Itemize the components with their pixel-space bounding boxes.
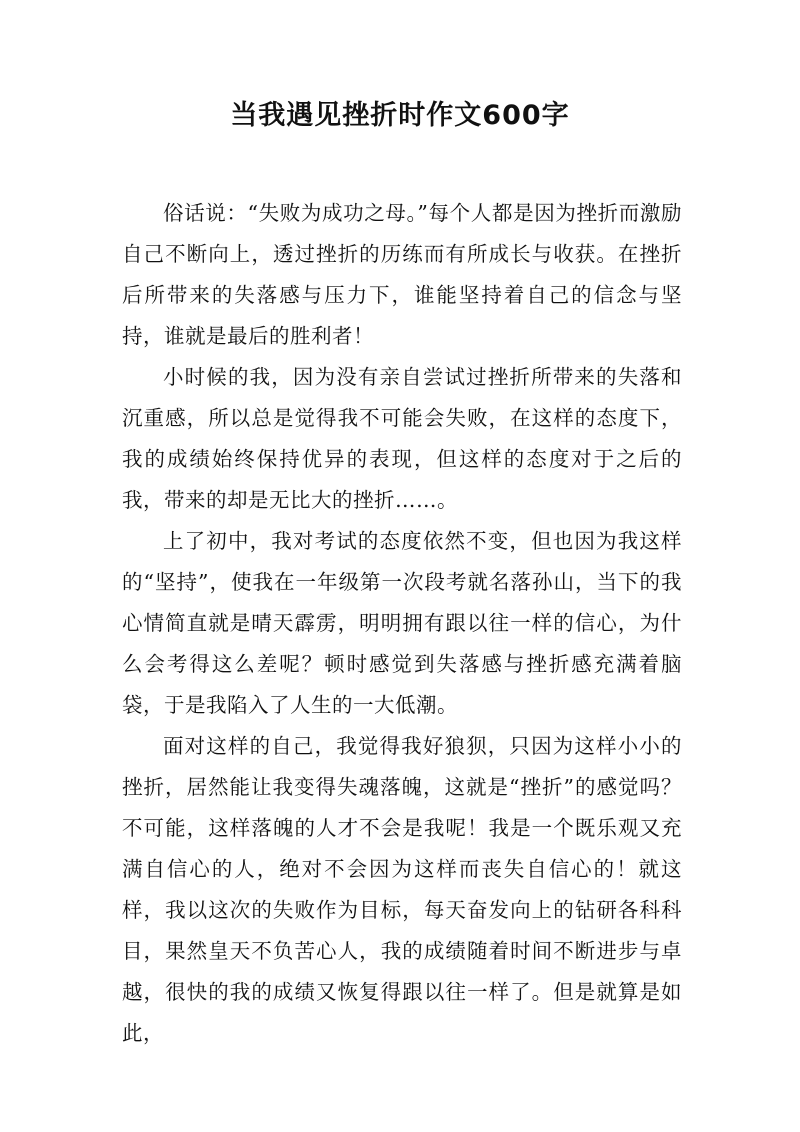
document-title: 当我遇见挫折时作文600字 xyxy=(230,100,570,131)
paragraph-3: 上了初中，我对考试的态度依然不变，但也因为我这样的“坚持”，使我在一年级第一次段考就名落孙山，当下的我心情简直就是晴天霹雳，明明拥有跟以往一样的信心，为什么会考得这么差呢？顿时感觉到失落感与挫折感充满着脑袋，于是我陷入了人生的一大低潮。 xyxy=(122,529,682,717)
paragraph-2: 小时候的我，因为没有亲自尝试过挫折所带来的失落和沉重感，所以总是觉得我不可能会失败，在这样的态度下，我的成绩始终保持优异的表现，但这样的态度对于之后的我，带来的却是无比大的挫折……。 xyxy=(122,365,682,512)
paragraph-4: 面对这样的自己，我觉得我好狼狈，只因为这样小小的挫折，居然能让我变得失魂落魄，这就是“挫折”的感觉吗？不可能，这样落魄的人才不会是我呢！我是一个既乐观又充满自信心的人，绝对不会因为这样而丧失自信心的！就这样，我以这次的失败作为目标，每天奋发向上的钻研各科科目，果然皇天不负苦心人，我的成绩随着时间不断进步与卓越，很快的我的成绩又恢复得跟以往一样了。但是就算是如此， xyxy=(122,734,682,1045)
paragraph-1: 俗话说：“失败为成功之母。”每个人都是因为挫折而激励自己不断向上，透过挫折的历练而有所成长与收获。在挫折后所带来的失落感与压力下，谁能坚持着自己的信念与坚持，谁就是最后的胜利者！ xyxy=(122,201,682,348)
document-body xyxy=(122,193,682,1054)
